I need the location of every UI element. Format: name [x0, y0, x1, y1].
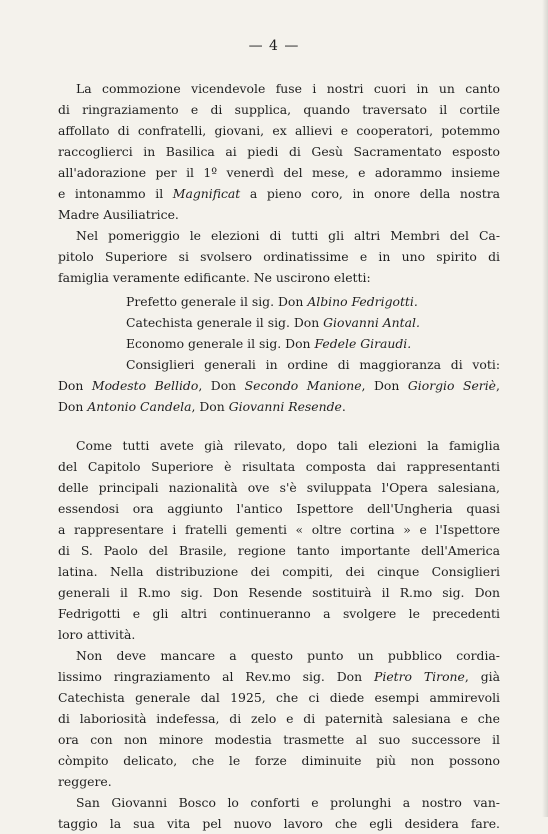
- officer-name: Fedele Giraudi.: [314, 336, 412, 351]
- text-line: raccoglierci in Basilica ai piedi di Gesù Sacramentato esposto: [58, 144, 500, 159]
- text-line: di ringraziamento e di supplica, quando traversato il cortile: [58, 102, 500, 117]
- text-line: all'adorazione per il 1º venerdì del mese, e adorammo insieme: [58, 165, 500, 180]
- paragraph-4: [58, 645, 500, 792]
- officer-economo: Economo generale il sig. Don Fedele Giraudi.: [126, 336, 412, 351]
- text-line: di S. Paolo del Brasile, regione tanto importante dell'America: [58, 543, 500, 558]
- paragraph-3: [58, 435, 500, 645]
- text-line: Catechista generale dal 1925, che ci diede esempi ammirevoli: [58, 690, 500, 705]
- text-line: Fedrigotti e gli altri continueranno a svolgere le precedenti: [58, 606, 500, 621]
- text-line: lissimo ringraziamento al Rev.mo sig. Don Pietro Tirone, già: [58, 669, 500, 684]
- consiglieri-intro: Consiglieri generali in ordine di maggioranza di voti:: [126, 357, 500, 372]
- officer-name: Modesto Bellido: [91, 378, 199, 393]
- paragraph-gap: [58, 417, 500, 435]
- text-line: Nel pomeriggio le elezioni di tutti gli altri Membri del Ca-: [76, 228, 500, 243]
- consiglieri-line-1: Don Modesto Bellido, Don Secondo Manione, Don Giorgio Seriè,: [58, 378, 500, 393]
- person-name: Pietro Tirone: [374, 669, 465, 684]
- officer-name: Secondo Manione: [244, 378, 362, 393]
- text-line: taggio la sua vita pel nuovo lavoro che egli desidera fare.: [58, 816, 500, 831]
- text-line: essendosi ora aggiunto l'antico Ispettore dell'Ungheria quasi: [58, 501, 500, 516]
- consiglieri-line-2: Don Antonio Candela, Don Giovanni Resende.: [58, 399, 346, 414]
- text-line: còmpito delicato, che le forze diminuite più non possono: [58, 753, 500, 768]
- text-line: famiglia veramente edificante. Ne uscirono eletti:: [58, 270, 371, 285]
- officer-name: Giovanni Antal.: [323, 315, 420, 330]
- paragraph-1: [58, 78, 500, 225]
- officer-name: Antonio Candela: [87, 399, 192, 414]
- officer-name: Albino Fedrigotti.: [307, 294, 418, 309]
- scan-edge-shadow: [542, 0, 548, 817]
- officer-name: Giovanni Resende: [228, 399, 342, 414]
- text-line: Madre Ausiliatrice.: [58, 207, 179, 222]
- text-line: reggere.: [58, 774, 112, 789]
- officer-catechista: Catechista generale il sig. Don Giovanni Antal.: [126, 315, 420, 330]
- text-line: La commozione vicendevole fuse i nostri cuori in un canto: [76, 81, 500, 96]
- text-line: a rappresentare i fratelli gementi « oltre cortina » e l'Ispettore: [58, 522, 500, 537]
- page-number: — 4 —: [248, 38, 300, 54]
- officer-prefetto: Prefetto generale il sig. Don Albino Fedrigotti.: [126, 294, 418, 309]
- text-line: loro attività.: [58, 627, 136, 642]
- text-line: Non deve mancare a questo punto un pubblico cordia-: [76, 648, 500, 663]
- text-line: di laboriosità indefessa, di zelo e di paternità salesiana e che: [58, 711, 500, 726]
- text-line: San Giovanni Bosco lo conforti e prolunghi a nostro van-: [76, 795, 500, 810]
- officer-name: Giorgio Seriè: [407, 378, 497, 393]
- text-line: del Capitolo Superiore è risultata composta dai rappresentanti: [58, 459, 500, 474]
- text-line: pitolo Superiore si svolsero ordinatissime e in uno spirito di: [58, 249, 500, 264]
- text-line: ora con non minore modestia trasmette al suo successore il: [58, 732, 500, 747]
- body-text: [58, 78, 500, 834]
- text-line: e intonammo il Magnificat a pieno coro, in onore della nostra: [58, 186, 500, 201]
- text-line: Come tutti avete già rilevato, dopo tali elezioni la famiglia: [76, 438, 500, 453]
- text-line: delle principali nazionalità ove s'è sviluppata l'Opera salesiana,: [58, 480, 500, 495]
- paragraph-2: [58, 225, 500, 288]
- elected-officers-list: [58, 291, 500, 417]
- text-line: affollato di confratelli, giovani, ex allievi e cooperatori, potemmo: [58, 123, 500, 138]
- text-line: generali il R.mo sig. Don Resende sostituirà il R.mo sig. Don: [58, 585, 500, 600]
- paragraph-5: [58, 792, 500, 834]
- text-line: latina. Nella distribuzione dei compiti, dei cinque Consiglieri: [58, 564, 500, 579]
